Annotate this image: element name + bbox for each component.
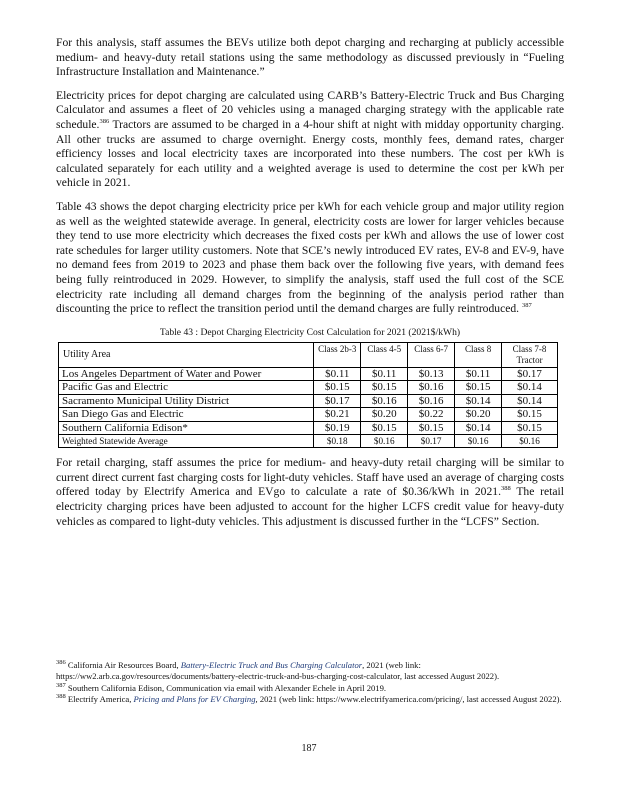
footnotes xyxy=(56,660,564,706)
footnote-386 xyxy=(56,660,564,683)
page-content xyxy=(56,36,564,538)
utility-area-cell: Southern California Edison* xyxy=(59,421,314,435)
cost-cell: $0.22 xyxy=(408,408,455,422)
cost-cell: $0.20 xyxy=(361,408,408,422)
cost-cell: $0.15 xyxy=(361,421,408,435)
table-header-row xyxy=(59,342,558,367)
footnote-ref-386[interactable]: 386 xyxy=(99,118,110,126)
paragraph-text: For retail charging, staff assumes the price for medium- and heavy-duty retail charging will be similar to current direct current fast charging costs for light-duty vehicles. Staff have used an average of charging costs offered today by Electrify America and EVgo to calculate a rate of $0.36/kWh in 2021. xyxy=(56,456,564,499)
depot-charging-cost-table xyxy=(58,342,558,449)
paragraph-text: Tractors are assumed to be charged in a 4-hour shift at night with midday opportunity charging. All other trucks are assumed to charge overnight. Energy costs, monthly fees, demand rates, charger efficiency losses and local electricity taxes are incorporated into these numbers. The cost per kWh is calculated separately for each utility and a weighted average is used to determine the cost per kWh per vehicle in 2021. xyxy=(56,117,564,190)
cost-cell: $0.16 xyxy=(361,394,408,408)
paragraph-electricity-prices xyxy=(56,89,564,191)
footnote-text: Electrify America, xyxy=(65,694,134,705)
cost-cell: $0.15 xyxy=(314,381,361,395)
cost-cell: $0.13 xyxy=(408,367,455,381)
footnote-number: 387 xyxy=(56,681,66,689)
cost-cell: $0.16 xyxy=(361,435,408,448)
column-header: Utility Area xyxy=(59,342,314,367)
cost-cell: $0.17 xyxy=(502,367,558,381)
cost-cell: $0.17 xyxy=(314,394,361,408)
footnote-text: Southern California Edison, Communication via email with Alexander Echele in April 2019. xyxy=(65,682,387,693)
column-header: Class 6-7 xyxy=(408,342,455,367)
cost-cell: $0.19 xyxy=(314,421,361,435)
utility-area-cell: Los Angeles Department of Water and Power xyxy=(59,367,314,381)
cost-cell: $0.15 xyxy=(502,408,558,422)
utility-area-cell: Sacramento Municipal Utility District xyxy=(59,394,314,408)
table-row xyxy=(59,367,558,381)
footnote-ref-387[interactable]: 387 xyxy=(521,302,532,310)
table-row xyxy=(59,421,558,435)
footnote-text: , 2021 (web link: https://ww2.arb.ca.gov/resources/documents/battery-electric-truck-and-bus-charging-cost-calculator, last accessed August 2022). xyxy=(56,660,500,682)
cost-cell: $0.16 xyxy=(408,381,455,395)
cost-cell: $0.14 xyxy=(502,394,558,408)
page-number: 187 xyxy=(301,743,317,754)
footnote-number: 386 xyxy=(56,659,66,667)
cost-cell: $0.15 xyxy=(408,421,455,435)
paragraph-retail-charging xyxy=(56,456,564,529)
utility-area-cell: Pacific Gas and Electric xyxy=(59,381,314,395)
paragraph-text: Electricity prices for depot charging are calculated using CARB’s Battery-Electric Truck and Bus Charging Calculator and assumes a fleet of 20 vehicles using a managed charging strategy with the applicable rate schedule. xyxy=(56,88,564,131)
weighted-average-row xyxy=(59,435,558,448)
cost-cell: $0.11 xyxy=(314,367,361,381)
column-header: Class 4-5 xyxy=(361,342,408,367)
paragraph-text: The retail electricity charging prices have been adjusted to account for the higher LCFS credit value for heavy-duty vehicles as compared to light-duty vehicles. This adjustment is discussed further in the “LCFS” Section. xyxy=(56,485,564,528)
cost-cell: $0.15 xyxy=(455,381,502,395)
paragraph-analysis-assumption: For this analysis, staff assumes the BEVs utilize both depot charging and recharging at publicly accessible medium- and heavy-duty retail stations using the same methodology as discussed previously in “Fueling Infrastructure Installation and Maintenance.” xyxy=(56,36,564,79)
column-header: Class 8 xyxy=(455,342,502,367)
utility-area-cell: San Diego Gas and Electric xyxy=(59,408,314,422)
table-row xyxy=(59,394,558,408)
utility-area-cell: Weighted Statewide Average xyxy=(59,435,314,448)
cost-cell: $0.16 xyxy=(455,435,502,448)
cost-cell: $0.14 xyxy=(502,381,558,395)
cost-cell: $0.21 xyxy=(314,408,361,422)
table-caption: Table 43 : Depot Charging Electricity Cost Calculation for 2021 (2021$/kWh) xyxy=(159,326,461,338)
table-row xyxy=(59,408,558,422)
footnote-number: 388 xyxy=(56,693,66,701)
column-header: Class 2b-3 xyxy=(314,342,361,367)
footnote-link-title[interactable]: Pricing and Plans for EV Charging xyxy=(133,694,256,705)
cost-cell: $0.18 xyxy=(314,435,361,448)
cost-cell: $0.11 xyxy=(361,367,408,381)
footnote-387 xyxy=(56,683,564,694)
cost-cell: $0.15 xyxy=(361,381,408,395)
column-header: Class 7-8 Tractor xyxy=(502,342,558,367)
footnote-text: California Air Resources Board, xyxy=(65,660,181,670)
footnote-388 xyxy=(56,694,564,705)
cost-cell: $0.14 xyxy=(455,421,502,435)
cost-cell: $0.15 xyxy=(502,421,558,435)
footnote-ref-388[interactable]: 388 xyxy=(500,485,511,493)
cost-cell: $0.16 xyxy=(408,394,455,408)
table-row xyxy=(59,381,558,395)
footnote-link-title[interactable]: Battery-Electric Truck and Bus Charging Calculator xyxy=(180,660,363,670)
cost-cell: $0.14 xyxy=(455,394,502,408)
paragraph-text: Table 43 shows the depot charging electricity price per kWh for each vehicle group and major utility region as well as the weighted statewide average. In general, electricity costs are lower for larger vehicles because they tend to use more electricity which decreases the fixed costs per kWh and allows the use of lower cost rate schedules for larger utility customers. Note that SCE’s newly introduced EV rates, EV-8 and EV-9, have no demand fees from 2019 to 2023 and phase them back over the following five years, with demand fees being fully reintroduced in 2029. However, to simplify the analysis, staff used the full cost of the SCE electricity rate including all demand charges from the beginning of the analysis period rather than discounting the price to reflect the transition period until the demand charges are fully reintroduced. xyxy=(56,199,564,316)
cost-cell: $0.11 xyxy=(455,367,502,381)
paragraph-table-description xyxy=(56,200,564,317)
cost-cell: $0.16 xyxy=(502,435,558,448)
footnote-text: , 2021 (web link: https://www.electrifyamerica.com/pricing/, last accessed August 2022). xyxy=(255,694,562,705)
cost-cell: $0.17 xyxy=(408,435,455,448)
cost-cell: $0.20 xyxy=(455,408,502,422)
